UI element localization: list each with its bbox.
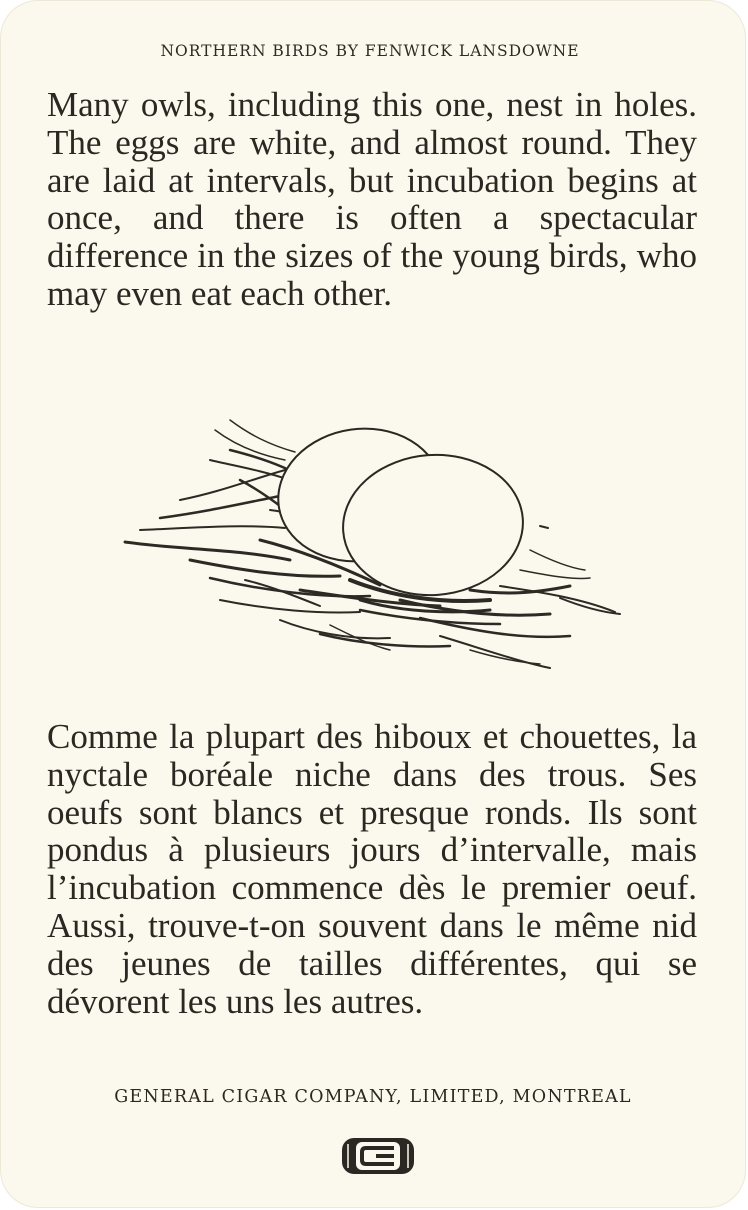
- french-description: Comme la plupart des hiboux et chouettes, la nyctale boréale niche dans des trous. Ses oeufs sont blancs et presque ronds. Ils sont pondus à plusieurs jours d’intervalle, mais l’incubation commence dès le premier oeuf. Aussi, trouve-t-on souvent dans le même nid des jeunes de tailles différentes, qui se dévorent les uns les autres.: [47, 717, 697, 1021]
- general-cigar-logo-icon: [340, 1134, 416, 1178]
- card-header: NORTHERN BIRDS BY FENWICK LANSDOWNE: [160, 42, 580, 60]
- card-footer: GENERAL CIGAR COMPANY, LIMITED, MONTREAL: [114, 1087, 632, 1107]
- eggs-in-nest-illustration: [120, 400, 630, 680]
- english-description: Many owls, including this one, nest in holes. The eggs are white, and almost round. They are laid at intervals, but incubation begins at once, and there is often a spectacular difference in the sizes of the young birds, who may even eat each other.: [47, 85, 697, 313]
